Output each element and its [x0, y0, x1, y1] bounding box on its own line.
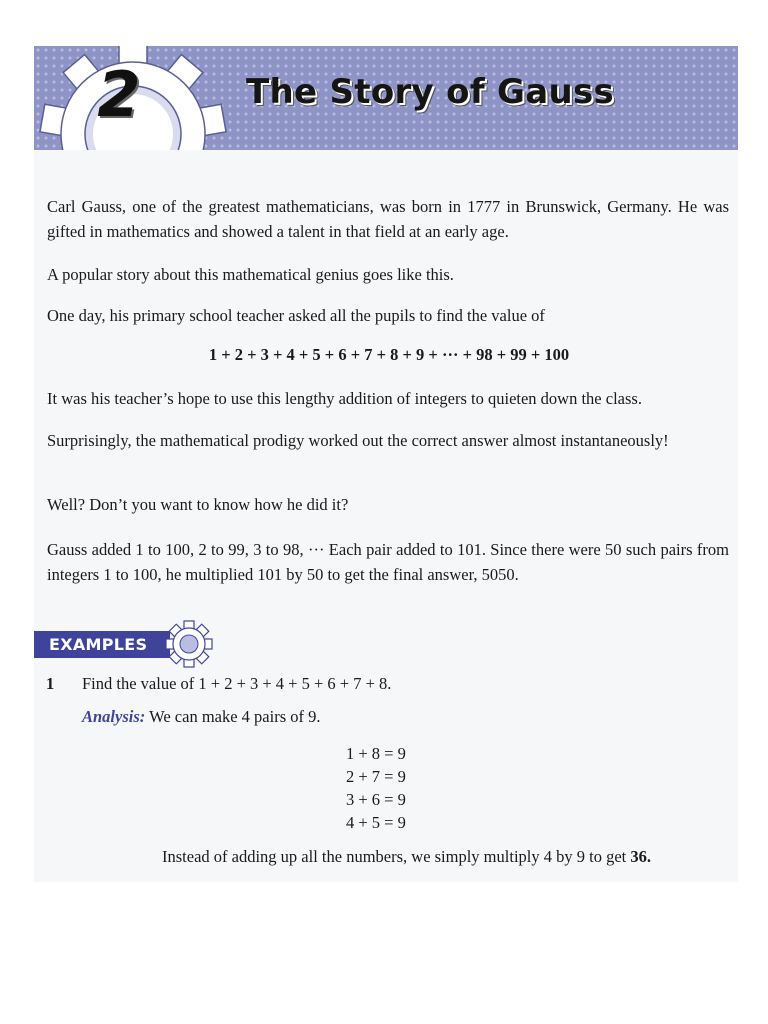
analysis-label: Analysis:: [82, 707, 146, 726]
intro-paragraph-7: Gauss added 1 to 100, 2 to 99, 3 to 98, ··· Each pair added to 101. Since there were 50 such pairs from integers 1 to 100, he multiplied 101 by 50 to get the final answer, 5050.: [47, 540, 729, 584]
example-question: Find the value of 1 + 2 + 3 + 4 + 5 + 6 + 7 + 8.: [82, 674, 392, 693]
intro-paragraph-6: Well? Don’t you want to know how he did it?: [47, 495, 349, 514]
intro-paragraph-3: One day, his primary school teacher asked all the pupils to find the value of: [47, 306, 545, 325]
chapter-number: 2: [97, 58, 141, 131]
chapter-title: The Story of Gauss: [246, 72, 615, 112]
intro-paragraph-1: Carl Gauss, one of the greatest mathematicians, was born in 1777 in Brunswick, Germany. He was gifted in mathematics and showed a talent in that field at an early age.: [47, 197, 729, 241]
pair-line: 3 + 6 = 9: [346, 790, 406, 809]
examples-heading: EXAMPLES: [49, 635, 148, 654]
sum-equation: 1 + 2 + 3 + 4 + 5 + 6 + 7 + 8 + 9 + ··· + 98 + 99 + 100: [208, 345, 570, 364]
example-number: 1: [46, 674, 55, 693]
pair-line: 1 + 8 = 9: [346, 744, 406, 763]
pair-list: [346, 742, 436, 834]
intro-paragraph-2: A popular story about this mathematical genius goes like this.: [47, 265, 454, 284]
intro-paragraph-4: It was his teacher’s hope to use this lengthy addition of integers to quieten down the class.: [47, 389, 642, 408]
conclusion-text: Instead of adding up all the numbers, we simply multiply 4 by 9 to get: [162, 847, 631, 866]
example-analysis: [82, 707, 321, 727]
analysis-text: We can make 4 pairs of 9.: [149, 707, 321, 726]
intro-paragraph-5: Surprisingly, the mathematical prodigy worked out the correct answer almost instantaneously!: [47, 431, 669, 450]
pair-line: 4 + 5 = 9: [346, 813, 406, 832]
example-conclusion: [162, 847, 651, 867]
pair-line: 2 + 7 = 9: [346, 767, 406, 786]
small-gear-icon: [163, 620, 215, 668]
conclusion-answer: 36.: [630, 847, 651, 866]
